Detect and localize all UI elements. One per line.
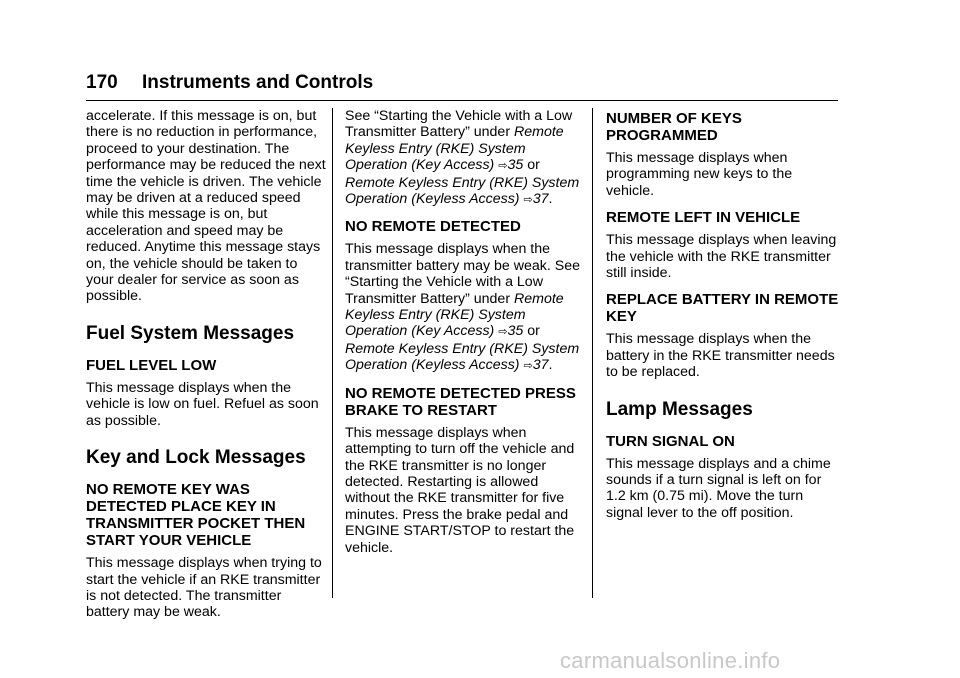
page-ref-arrow-icon: ⇨ <box>523 194 533 207</box>
press-brake-text: This message displays when attempting to turn off the vehicle and the RKE transmitter is no longer detected. Restarting is allowed without the RKE transmitter for five minutes. Press the brake pedal and ENGINE START/STOP to restart the vehicle. <box>345 424 575 556</box>
turn-signal-text: This message displays and a chime sounds if a turn signal is left on for 1.2 km (0.75 mi). Move the turn signal lever to the off position. <box>606 455 831 521</box>
page-ref-arrow-icon: ⇨ <box>523 360 533 373</box>
heading-fuel-system: Fuel System Messages <box>86 322 295 344</box>
heading-key-lock: Key and Lock Messages <box>86 447 306 469</box>
section-title: Instruments and Controls <box>142 72 374 93</box>
heading-lamp-messages: Lamp Messages <box>606 398 753 420</box>
page-ref-37[interactable]: 37 <box>532 357 549 374</box>
fuel-level-low-text: This message displays when the vehicle is low on fuel. Refuel as soon as possible. <box>86 379 319 429</box>
page-header <box>86 70 838 101</box>
xref-key-access[interactable]: Remote Keyless Entry (RKE) System Operation (Key Access) <box>345 124 564 174</box>
subheading-fuel-level-low: FUEL LEVEL LOW <box>86 356 217 374</box>
number-of-keys-text: This message displays when programming new keys to the vehicle. <box>606 150 793 199</box>
xref-key-access[interactable]: Remote Keyless Entry (RKE) System Operation (Key Access) <box>345 290 564 340</box>
replace-battery-text: This message displays when the battery in the RKE transmitter needs to be replaced. <box>606 331 835 381</box>
xref-keyless-access[interactable]: Remote Keyless Entry (RKE) System Operation (Keyless Access) <box>345 340 580 374</box>
subheading-press-brake: NO REMOTE DETECTED PRESS BRAKE TO RESTART <box>345 384 576 419</box>
page-ref-35[interactable]: 35 <box>507 157 524 174</box>
page-ref-35[interactable]: 35 <box>507 323 524 340</box>
subheading-number-of-keys: NUMBER OF KEYS PROGRAMMED <box>606 110 742 144</box>
column-divider <box>592 108 593 598</box>
subheading-no-remote-detected: NO REMOTE DETECTED <box>345 218 521 236</box>
column-left <box>86 108 326 621</box>
no-remote-key-text: This message displays when trying to start the vehicle if an RKE transmitter is not detected. The transmitter battery may be weak. <box>86 555 322 621</box>
page-ref-arrow-icon: ⇨ <box>498 326 508 339</box>
xref-keyless-access[interactable]: Remote Keyless Entry (RKE) System Operation (Keyless Access) <box>345 174 580 208</box>
page-number: 170 <box>86 72 118 93</box>
page-ref-37[interactable]: 37 <box>532 191 549 208</box>
page-ref-arrow-icon: ⇨ <box>498 160 508 173</box>
column-middle <box>345 108 585 556</box>
subheading-no-remote-key: NO REMOTE KEY WAS DETECTED PLACE KEY IN TRANSMITTER POCKET THEN START YOUR VEHICLE <box>86 481 306 550</box>
subheading-remote-left: REMOTE LEFT IN VEHICLE <box>606 209 801 227</box>
subheading-turn-signal: TURN SIGNAL ON <box>606 432 735 450</box>
no-remote-detected-text: This message displays when the transmitter battery may be weak. See “Starting the Vehicle with a Low Transmitter Battery” under Remote Keyless Entry (RKE) System Operation (Key Access) ⇨35 or Remote Keyless Entry (RKE) System Operation (Keyless Access) ⇨37. <box>345 241 580 374</box>
column-divider <box>332 108 333 598</box>
subheading-replace-battery: REPLACE BATTERY IN REMOTE KEY <box>606 291 839 326</box>
watermark: carmanualsonline.info <box>560 648 781 673</box>
see-starting-paragraph: See “Starting the Vehicle with a Low Transmitter Battery” under Remote Keyless Entry (RKE) System Operation (Key Access) ⇨35 or Remote Keyless Entry (RKE) System Operation (Keyless Access) ⇨37. <box>345 108 580 208</box>
column-right <box>606 108 844 521</box>
remote-left-text: This message displays when leaving the vehicle with the RKE transmitter still inside. <box>606 232 837 282</box>
intro-paragraph: accelerate. If this message is on, but there is no reduction in performance, proceed to your destination. The performance may be reduced the next time the vehicle is driven. The vehicle may be driven at a reduced speed while this message is on, but acceleration and speed may be reduced. Anytime this message stays on, the vehicle should be taken to your dealer for service as soon as possible. <box>86 108 326 305</box>
